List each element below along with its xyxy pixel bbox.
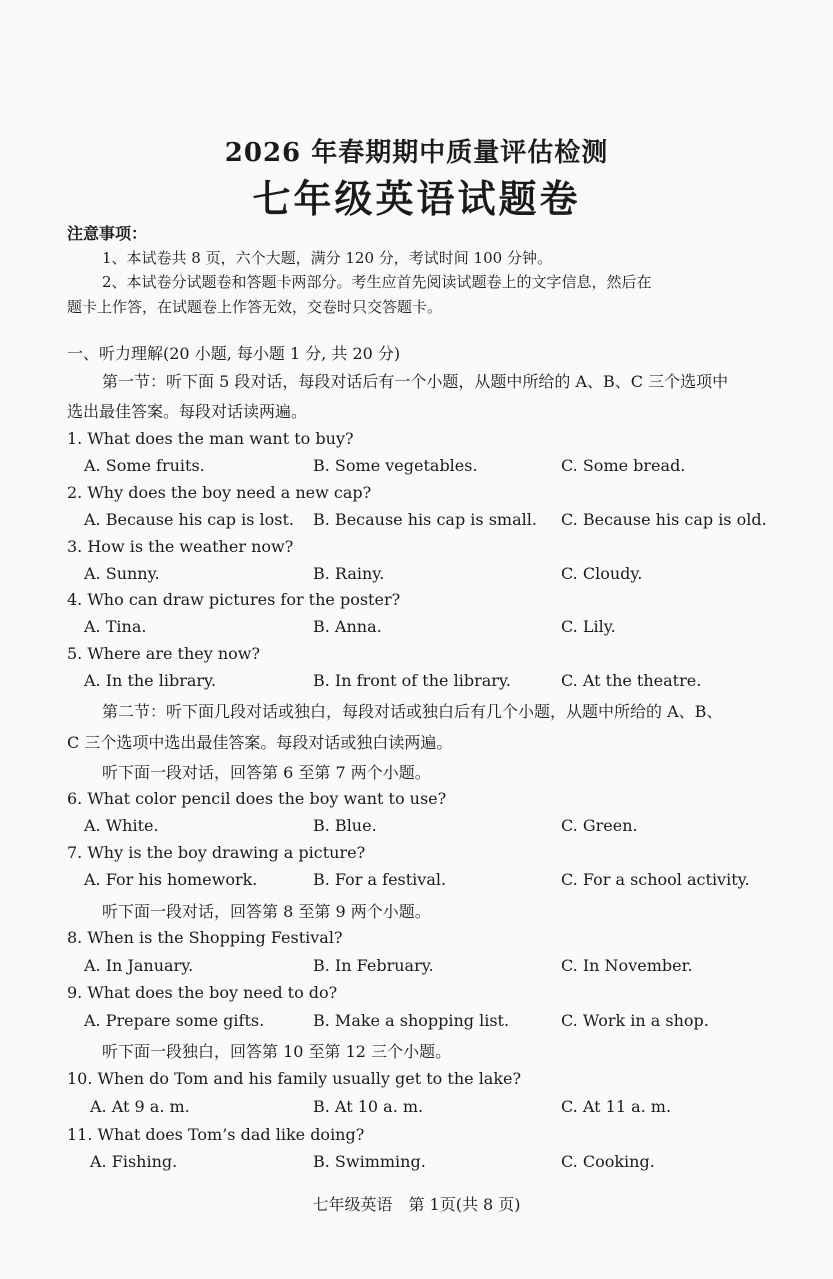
q3-option-b: B. Rainy. bbox=[313, 564, 385, 583]
q2-option-b: B. Because his cap is small. bbox=[313, 510, 537, 529]
q4-option-c: C. Lily. bbox=[561, 617, 616, 636]
question-2: 2. Why does the boy need a new cap? bbox=[67, 483, 372, 502]
section1-instruction: 第一节：听下面 5 段对话，每段对话后有一个小题，从题中所给的 A、B、C 三个选项中 bbox=[102, 372, 729, 391]
q8-option-c: C. In November. bbox=[561, 956, 693, 975]
q1-option-a: A. Some fruits. bbox=[84, 456, 205, 475]
question-4: 4. Who can draw pictures for the poster? bbox=[67, 590, 401, 609]
q8-option-b: B. In February. bbox=[313, 956, 434, 975]
q2-option-c: C. Because his cap is old. bbox=[561, 510, 767, 529]
note-line-3: 题卡上作答，在试题卷上作答无效，交卷时只交答题卡。 bbox=[67, 298, 443, 316]
exam-title: 2026 年春期期中质量评估检测 bbox=[224, 138, 609, 168]
question-7: 7. Why is the boy drawing a picture? bbox=[67, 843, 366, 862]
section2-instruction: 第二节：听下面几段对话或独白，每段对话或独白后有几个小题，从题中所给的 A、B、 bbox=[102, 702, 723, 721]
q8-option-a: A. In January. bbox=[84, 956, 194, 975]
q6-option-a: A. White. bbox=[84, 816, 159, 835]
part1-title: 一、听力理解(20 小题, 每小题 1 分, 共 20 分) bbox=[67, 344, 401, 363]
question-8: 8. When is the Shopping Festival? bbox=[67, 928, 343, 947]
q4-option-a: A. Tina. bbox=[84, 617, 147, 636]
q11-option-c: C. Cooking. bbox=[561, 1152, 655, 1171]
instruction-q6-7: 听下面一段对话，回答第 6 至第 7 两个小题。 bbox=[102, 763, 431, 782]
instruction-q8-9: 听下面一段对话，回答第 8 至第 9 两个小题。 bbox=[102, 902, 431, 921]
q1-option-c: C. Some bread. bbox=[561, 456, 686, 475]
q6-option-b: B. Blue. bbox=[313, 816, 377, 835]
question-3: 3. How is the weather now? bbox=[67, 537, 294, 556]
q5-option-a: A. In the library. bbox=[84, 671, 217, 690]
q10-option-b: B. At 10 a. m. bbox=[313, 1097, 424, 1116]
section1-instruction-cont: 选出最佳答案。每段对话读两遍。 bbox=[67, 402, 308, 421]
q1-option-b: B. Some vegetables. bbox=[313, 456, 478, 475]
q2-option-a: A. Because his cap is lost. bbox=[84, 510, 294, 529]
q5-option-b: B. In front of the library. bbox=[313, 671, 511, 690]
q7-option-c: C. For a school activity. bbox=[561, 870, 750, 889]
section2-instruction-cont: C 三个选项中选出最佳答案。每段对话或独白读两遍。 bbox=[67, 733, 453, 752]
main-title: 七年级英语试题卷 bbox=[252, 176, 581, 221]
page-footer: 七年级英语 第 1页(共 8 页) bbox=[312, 1195, 521, 1214]
q9-option-b: B. Make a shopping list. bbox=[313, 1011, 510, 1030]
q3-option-a: A. Sunny. bbox=[84, 564, 160, 583]
q11-option-a: A. Fishing. bbox=[90, 1152, 178, 1171]
q10-option-a: A. At 9 a. m. bbox=[90, 1097, 190, 1116]
q10-option-c: C. At 11 a. m. bbox=[561, 1097, 672, 1116]
q9-option-a: A. Prepare some gifts. bbox=[84, 1011, 265, 1030]
question-11: 11. What does Tom’s dad like doing? bbox=[67, 1125, 365, 1144]
q7-option-a: A. For his homework. bbox=[84, 870, 258, 889]
question-9: 9. What does the boy need to do? bbox=[67, 983, 338, 1002]
q3-option-c: C. Cloudy. bbox=[561, 564, 643, 583]
note-line-1: 1、本试卷共 8 页，六个大题，满分 120 分，考试时间 100 分钟。 bbox=[102, 249, 552, 267]
q11-option-b: B. Swimming. bbox=[313, 1152, 426, 1171]
q6-option-c: C. Green. bbox=[561, 816, 638, 835]
note-line-2: 2、本试卷分试题卷和答题卡两部分。考生应首先阅读试题卷上的文字信息，然后在 bbox=[102, 273, 652, 291]
q7-option-b: B. For a festival. bbox=[313, 870, 447, 889]
question-10: 10. When do Tom and his family usually get to the lake? bbox=[67, 1069, 522, 1088]
instruction-q10-12: 听下面一段独白，回答第 10 至第 12 三个小题。 bbox=[102, 1042, 452, 1061]
q4-option-b: B. Anna. bbox=[313, 617, 382, 636]
question-6: 6. What color pencil does the boy want to use? bbox=[67, 789, 447, 808]
question-1: 1. What does the man want to buy? bbox=[67, 429, 354, 448]
question-5: 5. Where are they now? bbox=[67, 644, 261, 663]
q9-option-c: C. Work in a shop. bbox=[561, 1011, 709, 1030]
q5-option-c: C. At the theatre. bbox=[561, 671, 702, 690]
notes-heading: 注意事项： bbox=[67, 224, 148, 243]
